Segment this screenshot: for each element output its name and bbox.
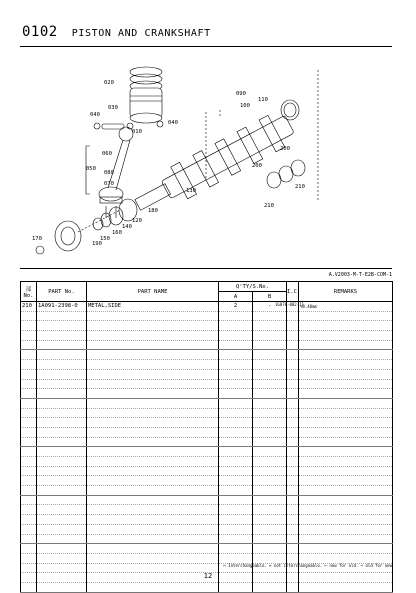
empty-cell xyxy=(21,553,37,563)
empty-cell xyxy=(253,505,287,515)
table-row xyxy=(21,495,393,505)
empty-cell xyxy=(253,379,287,389)
empty-cell xyxy=(219,466,253,476)
empty-cell xyxy=(219,398,253,408)
empty-cell xyxy=(21,331,37,341)
empty-cell xyxy=(253,486,287,496)
empty-cell xyxy=(21,447,37,457)
empty-cell xyxy=(21,544,37,554)
empty-cell xyxy=(299,486,393,496)
table-row xyxy=(21,447,393,457)
empty-cell xyxy=(253,321,287,331)
empty-cell xyxy=(299,418,393,428)
empty-cell xyxy=(21,369,37,379)
empty-cell xyxy=(87,369,219,379)
empty-cell xyxy=(287,524,299,534)
empty-cell xyxy=(219,582,253,592)
empty-cell xyxy=(87,408,219,418)
callout-label: 110 xyxy=(258,97,268,103)
empty-cell xyxy=(299,340,393,350)
empty-cell xyxy=(87,360,219,370)
table-row xyxy=(21,389,393,399)
empty-cell xyxy=(253,544,287,554)
empty-cell xyxy=(219,418,253,428)
empty-cell xyxy=(287,447,299,457)
empty-cell xyxy=(87,495,219,505)
empty-cell xyxy=(253,534,287,544)
empty-cell xyxy=(37,311,87,321)
empty-cell xyxy=(287,331,299,341)
cell-qty-b: - xyxy=(253,302,287,312)
empty-cell xyxy=(87,505,219,515)
empty-cell xyxy=(253,398,287,408)
empty-cell xyxy=(219,340,253,350)
drawing-bottom-rule xyxy=(20,268,392,269)
empty-cell xyxy=(219,369,253,379)
col-qty: Q'TY/S.No. xyxy=(219,282,287,292)
empty-cell xyxy=(21,466,37,476)
empty-cell xyxy=(21,321,37,331)
empty-cell xyxy=(87,457,219,467)
empty-cell xyxy=(287,515,299,525)
empty-cell xyxy=(287,476,299,486)
empty-cell xyxy=(253,340,287,350)
section-code: 0102 xyxy=(22,24,58,40)
empty-cell xyxy=(21,340,37,350)
empty-cell xyxy=(299,476,393,486)
col-ic: I.C. xyxy=(287,282,299,302)
empty-cell xyxy=(219,457,253,467)
empty-cell xyxy=(87,544,219,554)
empty-cell xyxy=(37,466,87,476)
callout-label: 060 xyxy=(102,151,112,157)
empty-cell xyxy=(37,331,87,341)
table-row xyxy=(21,582,393,592)
empty-cell xyxy=(21,350,37,360)
callout-label: 120 xyxy=(132,218,142,224)
empty-cell xyxy=(299,350,393,360)
empty-cell xyxy=(299,408,393,418)
callout-label: 210 xyxy=(295,184,305,190)
empty-cell xyxy=(299,379,393,389)
empty-cell xyxy=(37,544,87,554)
table-row xyxy=(21,544,393,554)
empty-cell xyxy=(287,466,299,476)
empty-cell xyxy=(87,379,219,389)
empty-cell xyxy=(219,553,253,563)
empty-cell xyxy=(219,534,253,544)
table-row xyxy=(21,524,393,534)
empty-cell xyxy=(253,427,287,437)
table-row xyxy=(21,553,393,563)
empty-cell xyxy=(287,486,299,496)
empty-cell xyxy=(219,524,253,534)
empty-cell xyxy=(37,369,87,379)
table-row xyxy=(21,331,393,341)
empty-cell xyxy=(253,331,287,341)
cell-remarks: +0.40mm xyxy=(299,302,393,312)
empty-cell xyxy=(37,476,87,486)
empty-cell xyxy=(87,340,219,350)
table-row xyxy=(21,398,393,408)
empty-cell xyxy=(299,427,393,437)
empty-cell xyxy=(37,408,87,418)
empty-cell xyxy=(253,466,287,476)
empty-cell xyxy=(299,389,393,399)
empty-cell xyxy=(21,505,37,515)
empty-cell xyxy=(87,553,219,563)
interchange-legend: ⟷ Interchangeable. ↮ not interchangeable. ⟵ new for old. ⟶ old for new xyxy=(223,563,392,568)
empty-cell xyxy=(37,515,87,525)
col-part-no: PART No. xyxy=(37,282,87,302)
empty-cell xyxy=(37,447,87,457)
empty-cell xyxy=(287,418,299,428)
empty-cell xyxy=(87,476,219,486)
table-row xyxy=(21,505,393,515)
empty-cell xyxy=(37,495,87,505)
col-remarks: REMARKS xyxy=(299,282,393,302)
table-row xyxy=(21,369,393,379)
callout-label: 170 xyxy=(32,236,42,242)
empty-cell xyxy=(219,486,253,496)
empty-cell xyxy=(253,553,287,563)
empty-cell xyxy=(287,553,299,563)
empty-cell xyxy=(21,486,37,496)
callout-label: 090 xyxy=(236,91,246,97)
empty-cell xyxy=(219,331,253,341)
empty-cell xyxy=(299,495,393,505)
cell-qty-a: 2 xyxy=(219,302,253,312)
callout-label: 020 xyxy=(104,80,114,86)
cell-part-name: METAL,SIDE xyxy=(87,302,219,312)
empty-cell xyxy=(87,350,219,360)
empty-cell xyxy=(87,398,219,408)
empty-cell xyxy=(253,524,287,534)
empty-cell xyxy=(219,437,253,447)
col-qty-b: B xyxy=(253,292,287,302)
cell-part-no: 1A091-2398-0 xyxy=(37,302,87,312)
callout-label: 050 xyxy=(86,166,96,172)
empty-cell xyxy=(21,524,37,534)
empty-cell xyxy=(37,582,87,592)
empty-cell xyxy=(287,321,299,331)
empty-cell xyxy=(253,360,287,370)
table-row xyxy=(21,437,393,447)
empty-cell xyxy=(287,457,299,467)
empty-cell xyxy=(219,321,253,331)
empty-cell xyxy=(287,534,299,544)
empty-cell xyxy=(219,476,253,486)
empty-cell xyxy=(299,553,393,563)
table-row xyxy=(21,466,393,476)
empty-cell xyxy=(21,389,37,399)
empty-cell xyxy=(299,360,393,370)
empty-cell xyxy=(219,447,253,457)
empty-cell xyxy=(253,457,287,467)
table-row xyxy=(21,360,393,370)
parts-diagram-svg xyxy=(20,50,392,268)
empty-cell xyxy=(287,505,299,515)
empty-cell xyxy=(87,389,219,399)
col-part-name: PART NAME xyxy=(87,282,219,302)
empty-cell xyxy=(87,582,219,592)
empty-cell xyxy=(37,321,87,331)
empty-cell xyxy=(87,515,219,525)
callout-label: 070 xyxy=(104,181,114,187)
empty-cell xyxy=(87,331,219,341)
empty-cell xyxy=(253,476,287,486)
empty-cell xyxy=(287,360,299,370)
callout-label: 200 xyxy=(252,163,262,169)
callout-label: 100 xyxy=(240,103,250,109)
empty-cell xyxy=(37,524,87,534)
empty-cell xyxy=(21,418,37,428)
empty-cell xyxy=(299,524,393,534)
empty-cell xyxy=(287,379,299,389)
empty-cell xyxy=(21,495,37,505)
empty-cell xyxy=(21,437,37,447)
empty-cell xyxy=(287,398,299,408)
empty-cell xyxy=(87,524,219,534)
empty-cell xyxy=(37,505,87,515)
empty-cell xyxy=(87,466,219,476)
empty-cell xyxy=(287,582,299,592)
table-row xyxy=(21,534,393,544)
empty-cell xyxy=(299,331,393,341)
empty-cell xyxy=(253,515,287,525)
table-row xyxy=(21,379,393,389)
table-row xyxy=(21,486,393,496)
callout-label: 040 xyxy=(168,120,178,126)
table-row xyxy=(21,515,393,525)
table-row xyxy=(21,311,393,321)
empty-cell xyxy=(299,321,393,331)
empty-cell xyxy=(287,311,299,321)
callout-label: 140 xyxy=(122,224,132,230)
empty-cell xyxy=(299,534,393,544)
empty-cell xyxy=(219,389,253,399)
table-row xyxy=(21,418,393,428)
table-row xyxy=(21,476,393,486)
model-reference: A.V2003-M-T-E2B-COM-1 xyxy=(328,272,392,278)
empty-cell xyxy=(37,398,87,408)
callout-label: 150 xyxy=(100,236,110,242)
cell-ic xyxy=(287,302,299,312)
callout-label: 030 xyxy=(108,105,118,111)
empty-cell xyxy=(37,486,87,496)
table-row xyxy=(21,457,393,467)
empty-cell xyxy=(21,427,37,437)
empty-cell xyxy=(21,408,37,418)
empty-cell xyxy=(219,379,253,389)
empty-cell xyxy=(219,544,253,554)
empty-cell xyxy=(287,350,299,360)
empty-cell xyxy=(37,379,87,389)
empty-cell xyxy=(87,534,219,544)
empty-cell xyxy=(219,505,253,515)
col-ref-no: 部No. xyxy=(21,282,37,302)
empty-cell xyxy=(253,447,287,457)
table-row xyxy=(21,321,393,331)
empty-cell xyxy=(37,553,87,563)
empty-cell xyxy=(87,418,219,428)
empty-cell xyxy=(219,350,253,360)
empty-cell xyxy=(299,466,393,476)
empty-cell xyxy=(299,544,393,554)
empty-cell xyxy=(37,340,87,350)
empty-cell xyxy=(287,369,299,379)
empty-cell xyxy=(253,495,287,505)
empty-cell xyxy=(299,505,393,515)
empty-cell xyxy=(299,398,393,408)
empty-cell xyxy=(21,582,37,592)
col-qty-a: A xyxy=(219,292,253,302)
empty-cell xyxy=(219,427,253,437)
parts-table-body xyxy=(21,302,393,593)
empty-cell xyxy=(287,389,299,399)
table-row xyxy=(21,408,393,418)
empty-cell xyxy=(287,408,299,418)
empty-cell xyxy=(299,457,393,467)
callout-label: 040 xyxy=(90,112,100,118)
parts-table xyxy=(20,281,393,593)
empty-cell xyxy=(37,360,87,370)
callout-label: 160 xyxy=(112,230,122,236)
empty-cell xyxy=(299,311,393,321)
empty-cell xyxy=(21,476,37,486)
empty-cell xyxy=(37,389,87,399)
section-title: PISTON AND CRANKSHAFT xyxy=(71,28,211,39)
empty-cell xyxy=(287,340,299,350)
header-rule xyxy=(20,46,392,47)
empty-cell xyxy=(253,418,287,428)
empty-cell xyxy=(287,427,299,437)
empty-cell xyxy=(21,311,37,321)
empty-cell xyxy=(87,427,219,437)
empty-cell xyxy=(253,311,287,321)
empty-cell xyxy=(287,437,299,447)
empty-cell xyxy=(87,486,219,496)
empty-cell xyxy=(87,447,219,457)
callout-label: 010 xyxy=(132,129,142,135)
empty-cell xyxy=(299,437,393,447)
empty-cell xyxy=(37,437,87,447)
callout-label: 080 xyxy=(104,170,114,176)
empty-cell xyxy=(219,360,253,370)
empty-cell xyxy=(253,389,287,399)
empty-cell xyxy=(87,321,219,331)
table-row xyxy=(21,302,393,312)
empty-cell xyxy=(287,544,299,554)
empty-cell xyxy=(287,495,299,505)
empty-cell xyxy=(37,457,87,467)
empty-cell xyxy=(219,515,253,525)
empty-cell xyxy=(299,447,393,457)
empty-cell xyxy=(299,369,393,379)
empty-cell xyxy=(299,515,393,525)
empty-cell xyxy=(299,582,393,592)
empty-cell xyxy=(87,437,219,447)
table-row xyxy=(21,340,393,350)
callout-label: 190 xyxy=(92,241,102,247)
empty-cell xyxy=(37,427,87,437)
figure-number: 1G870-002-11 xyxy=(275,302,304,307)
empty-cell xyxy=(253,369,287,379)
table-row xyxy=(21,350,393,360)
empty-cell xyxy=(21,379,37,389)
empty-cell xyxy=(253,582,287,592)
callout-label: 210 xyxy=(264,203,274,209)
page-number: 12 xyxy=(203,572,213,580)
empty-cell xyxy=(253,437,287,447)
empty-cell xyxy=(21,515,37,525)
empty-cell xyxy=(219,311,253,321)
empty-cell xyxy=(87,311,219,321)
empty-cell xyxy=(21,398,37,408)
empty-cell xyxy=(21,360,37,370)
empty-cell xyxy=(21,457,37,467)
table-row xyxy=(21,427,393,437)
empty-cell xyxy=(37,534,87,544)
callout-label: 200 xyxy=(280,146,290,152)
empty-cell xyxy=(37,418,87,428)
page-header xyxy=(22,24,211,40)
empty-cell xyxy=(253,350,287,360)
callout-label: 130 xyxy=(186,188,196,194)
empty-cell xyxy=(219,495,253,505)
empty-cell xyxy=(219,408,253,418)
cell-ref: 210 xyxy=(21,302,37,312)
callout-label: 180 xyxy=(148,208,158,214)
empty-cell xyxy=(37,350,87,360)
empty-cell xyxy=(21,534,37,544)
empty-cell xyxy=(253,408,287,418)
